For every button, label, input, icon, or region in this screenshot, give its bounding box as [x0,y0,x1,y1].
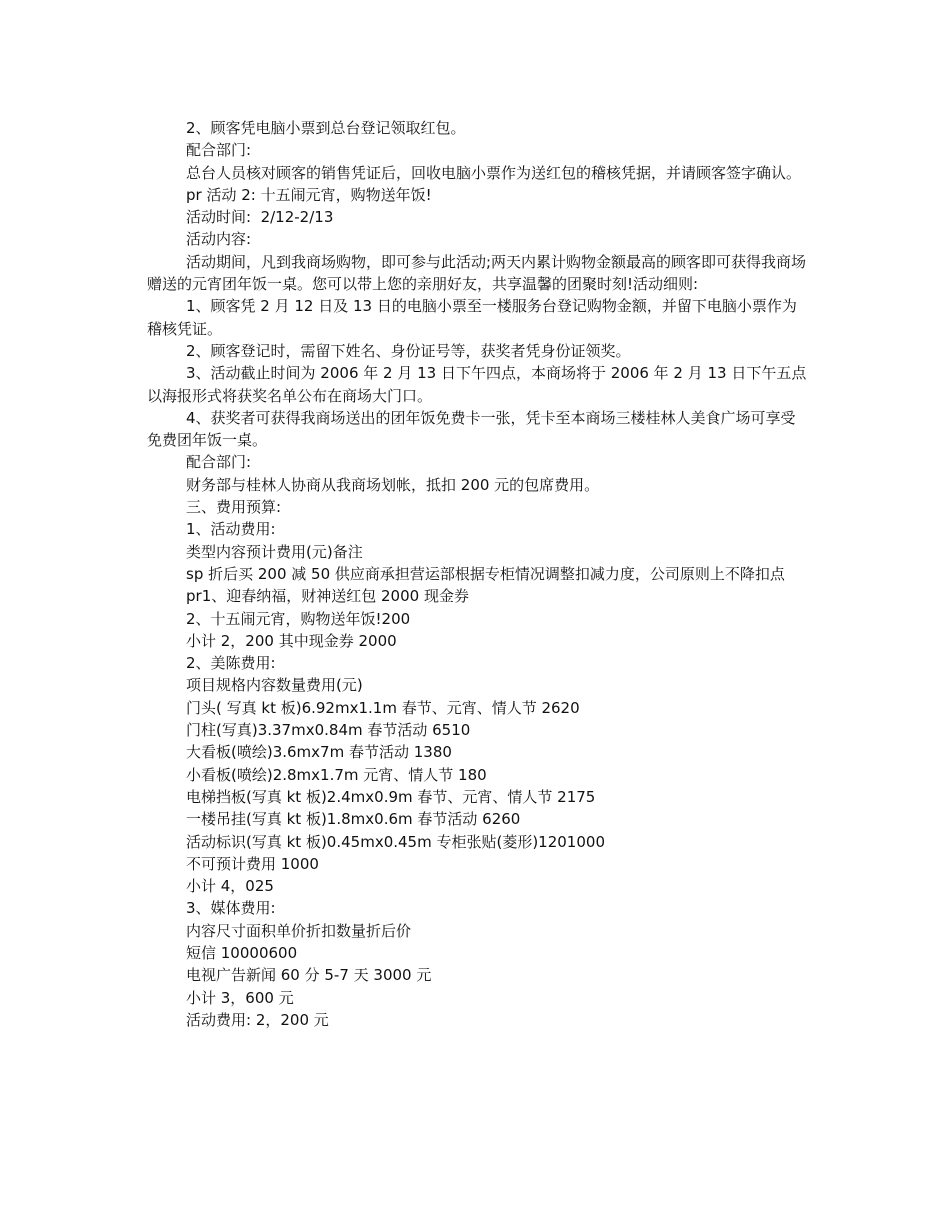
paragraph: 电视广告新闻 60 分 5-7 天 3000 元 [186,966,432,985]
paragraph: 配合部门: [186,141,252,160]
paragraph: 活动内容: [186,230,252,249]
paragraph: 3、活动截止时间为 2006 年 2 月 13 日下午四点，本商场将于 2006 年 2 月 13 日下午五点以海报形式将获奖名单公布在商场大门口。 [147,364,807,405]
paragraph: 2、十五闹元宵，购物送年饭!200 [186,609,411,628]
paragraph: 一楼吊挂(写真 kt 板)1.8mx0.6m 春节活动 6260 [186,810,521,829]
paragraph: 大看板(喷绘)3.6mx7m 春节活动 1380 [186,743,452,762]
paragraph: 3、媒体费用: [186,899,276,918]
paragraph: 内容尺寸面积单价折扣数量折后价 [186,921,412,940]
paragraph: 小看板(喷绘)2.8mx1.7m 元宵、情人节 180 [186,765,487,784]
paragraph: 类型内容预计费用(元)备注 [186,542,363,561]
paragraph: 电梯挡板(写真 kt 板)2.4mx0.9m 春节、元宵、情人节 2175 [186,787,596,806]
paragraph: 活动时间: 2/12-2/13 [186,208,334,227]
paragraph: 2、顾客凭电脑小票到总台登记领取红包。 [186,119,466,137]
paragraph: 4、获奖者可获得我商场送出的团年饭免费卡一张，凭卡至本商场三楼桂林人美食广场可享受免费团年饭一桌。 [147,408,796,450]
paragraph: 小计 3，600 元 [186,988,294,1007]
paragraph: pr 活动 2: 十五闹元宵，购物送年饭! [186,185,432,204]
paragraph: 2、美陈费用: [186,654,276,673]
paragraph: 不可预计费用 1000 [186,854,319,873]
paragraph: 1、活动费用: [186,520,276,539]
document-body [147,117,807,1031]
paragraph: 小计 4，025 [186,877,274,896]
paragraph: 项目规格内容数量费用(元) [186,676,363,695]
paragraph: 门柱(写真)3.37mx0.84m 春节活动 6510 [186,721,471,740]
paragraph: sp 折后买 200 减 50 供应商承担营运部根据专柜情况调整扣减力度，公司原则上不降扣点 [186,564,785,583]
paragraph: 1、顾客凭 2 月 12 日及 13 日的电脑小票至一楼服务台登记购物金额，并留下电脑小票作为稽核凭证。 [147,297,797,338]
paragraph: 三、费用预算: [186,498,282,517]
paragraph: 小计 2，200 其中现金券 2000 [186,631,397,650]
paragraph: 活动费用: 2，200 元 [186,1010,329,1029]
paragraph: 财务部与桂林人协商从我商场划帐，抵扣 200 元的包席费用。 [186,475,600,494]
paragraph: 活动标识(写真 kt 板)0.45mx0.45m 专柜张贴(菱形)1201000 [186,832,605,851]
paragraph: 活动期间，凡到我商场购物，即可参与此活动;两天内累计购物金额最高的顾客即可获得我商场赠送的元宵团年饭一桌。您可以带上您的亲朋好友，共享温馨的团聚时刻!活动细则: [147,252,807,294]
paragraph: 总台人员核对顾客的销售凭证后，回收电脑小票作为送红包的稽核凭据，并请顾客签字确认。 [186,163,802,182]
paragraph: pr1、迎春纳福，财神送红包 2000 现金券 [186,587,469,606]
paragraph: 短信 10000600 [186,943,298,962]
paragraph: 2、顾客登记时，需留下姓名、身份证号等，获奖者凭身份证领奖。 [186,341,631,360]
paragraph: 门头( 写真 kt 板)6.92mx1.1m 春节、元宵、情人节 2620 [186,698,580,717]
paragraph: 配合部门: [186,453,252,472]
